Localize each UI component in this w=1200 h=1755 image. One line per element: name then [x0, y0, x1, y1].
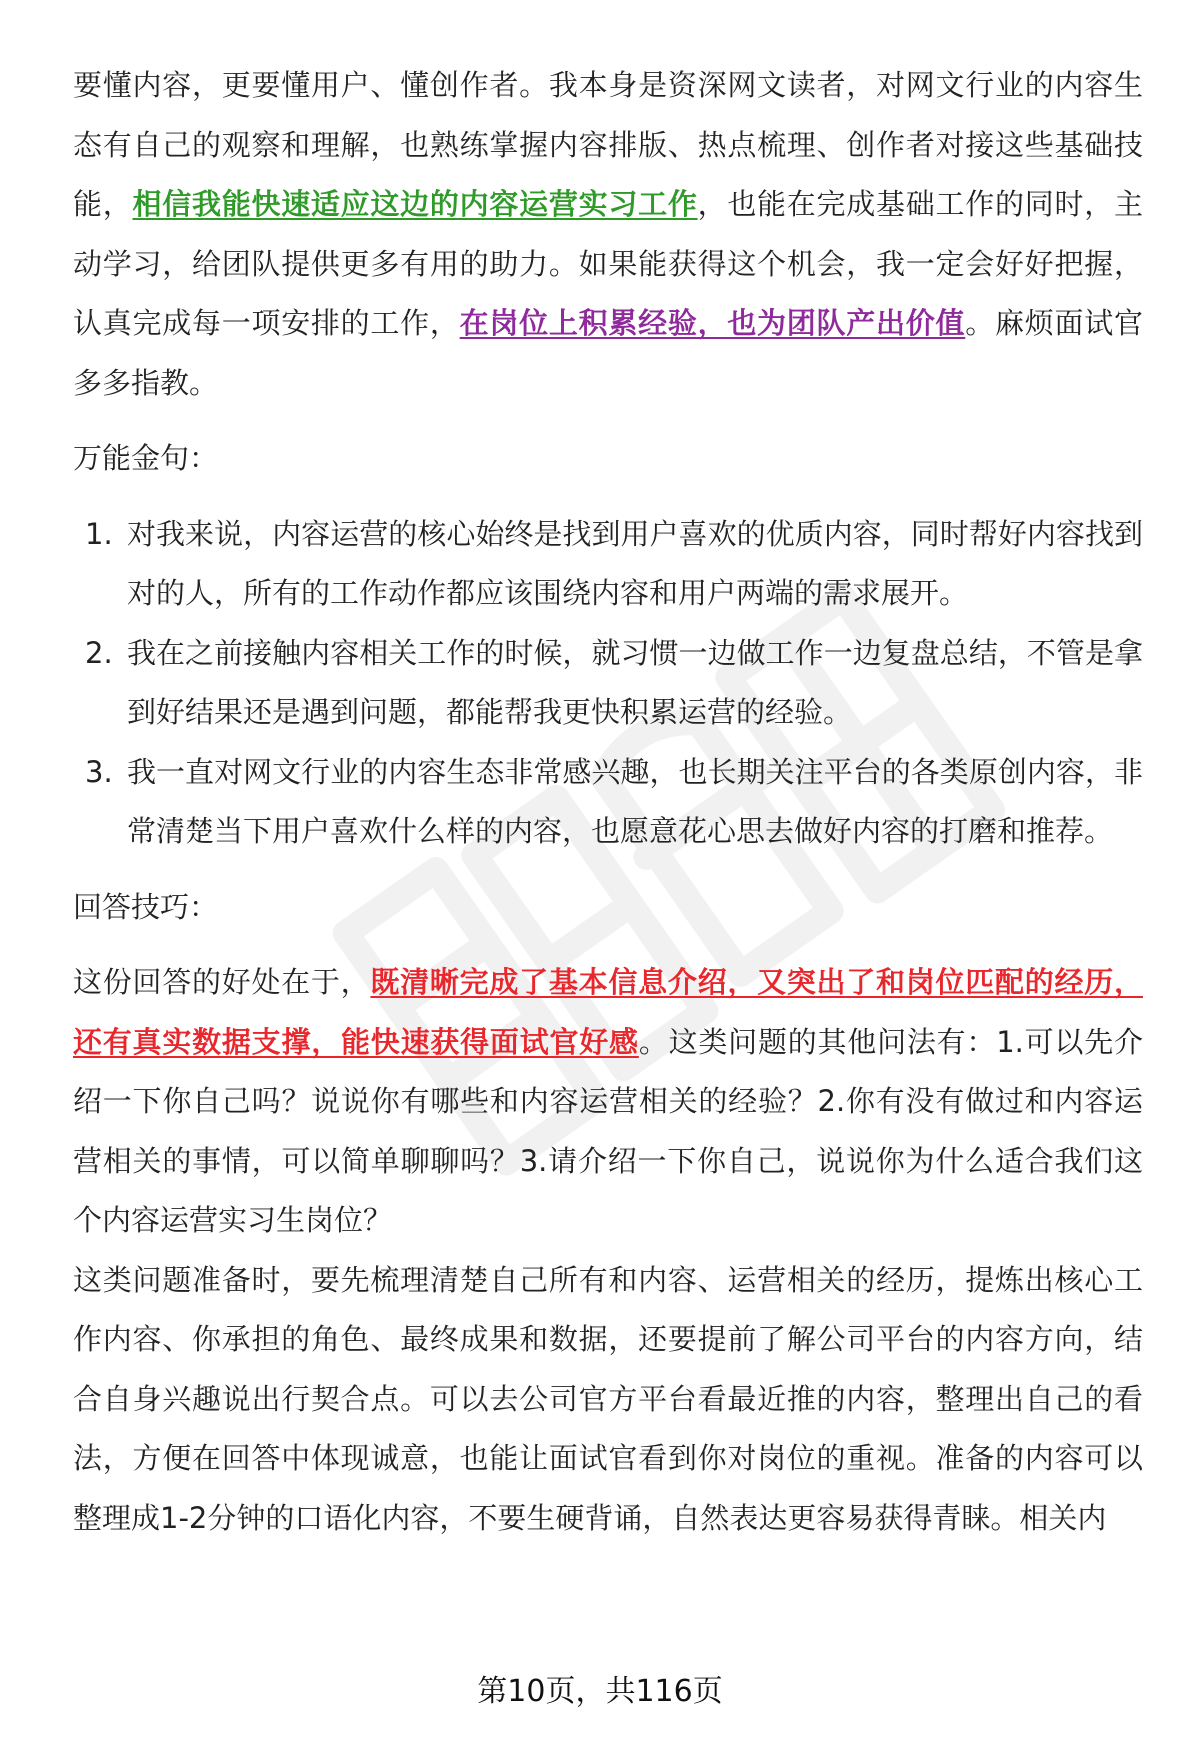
list-item-text: 对我来说，内容运营的核心始终是找到用户喜欢的优质内容，同时帮好内容找到对的人，所有的工作动作都应该围绕内容和用户两端的需求展开。 — [127, 516, 1143, 610]
page-number-footer: 第10页，共116页 — [477, 1674, 723, 1709]
list-item — [73, 624, 1143, 743]
tips-highlight-red: 既清晰完成了基本信息介绍，又突出了和岗位匹配的经历，还有真实数据支撑，能快速获得面试官好感 — [73, 965, 1143, 1059]
golden-sentences-list — [73, 505, 1143, 862]
tips-heading: 回答技巧： — [73, 889, 219, 924]
list-item-text: 我在之前接触内容相关工作的时候，就习惯一边做工作一边复盘总结，不管是拿到好结果还是遇到问题，都能帮我更快积累运营的经验。 — [127, 635, 1143, 729]
intro-paragraph — [73, 56, 1143, 413]
intro-text-3: 。麻烦面试官多多指教。 — [73, 306, 1143, 400]
tips-text-2: 。这类问题的其他问法有：1.可以先介绍一下你自己吗？说说你有哪些和内容运营相关的经验？2.你有没有做过和内容运营相关的事情，可以简单聊聊吗？3.请介绍一下你自己，说说你为什么适合我们这个内容运营实习生岗位？ — [73, 1024, 1143, 1237]
list-item-number: 3. — [85, 754, 113, 789]
list-item-text: 我一直对网文行业的内容生态非常感兴趣，也长期关注平台的各类原创内容，非常清楚当下用户喜欢什么样的内容，也愿意花心思去做好内容的打磨和推荐。 — [127, 754, 1143, 848]
list-item — [73, 743, 1143, 862]
intro-highlight-green: 相信我能快速适应这边的内容运营实习工作 — [132, 187, 698, 221]
list-item-number: 1. — [85, 516, 113, 551]
tips-paragraph-2: 这类问题准备时，要先梳理清楚自己所有和内容、运营相关的经历，提炼出核心工作内容、你承担的角色、最终成果和数据，还要提前了解公司平台的内容方向，结合自身兴趣说出行契合点。可以去公司官方平台看最近推的内容，整理出自己的看法，方便在回答中体现诚意，也能让面试官看到你对岗位的重视。准备的内容可以整理成1-2分钟的口语化内容，不要生硬背诵，自然表达更容易获得青睐。相关内 — [73, 1262, 1143, 1535]
tips-text-1: 这份回答的好处在于， — [73, 965, 371, 999]
golden-sentences-heading: 万能金句： — [73, 441, 219, 475]
intro-highlight-purple: 在岗位上积累经验，也为团队产出价值 — [459, 306, 966, 340]
list-item — [73, 505, 1143, 624]
list-item-number: 2. — [85, 635, 113, 670]
intro-text-1: 要懂内容，更要懂用户、懂创作者。我本身是资深网文读者，对网文行业的内容生态有自己的观察和理解，也熟练掌握内容排版、热点梳理、创作者对接这些基础技能， — [73, 68, 1143, 221]
tips-paragraph-1 — [73, 953, 1143, 1251]
document-body — [73, 56, 1143, 1548]
intro-text-2: ，也能在完成基础工作的同时，主动学习，给团队提供更多有用的助力。如果能获得这个机会，我一定会好好把握，认真完成每一项安排的工作， — [73, 187, 1143, 340]
